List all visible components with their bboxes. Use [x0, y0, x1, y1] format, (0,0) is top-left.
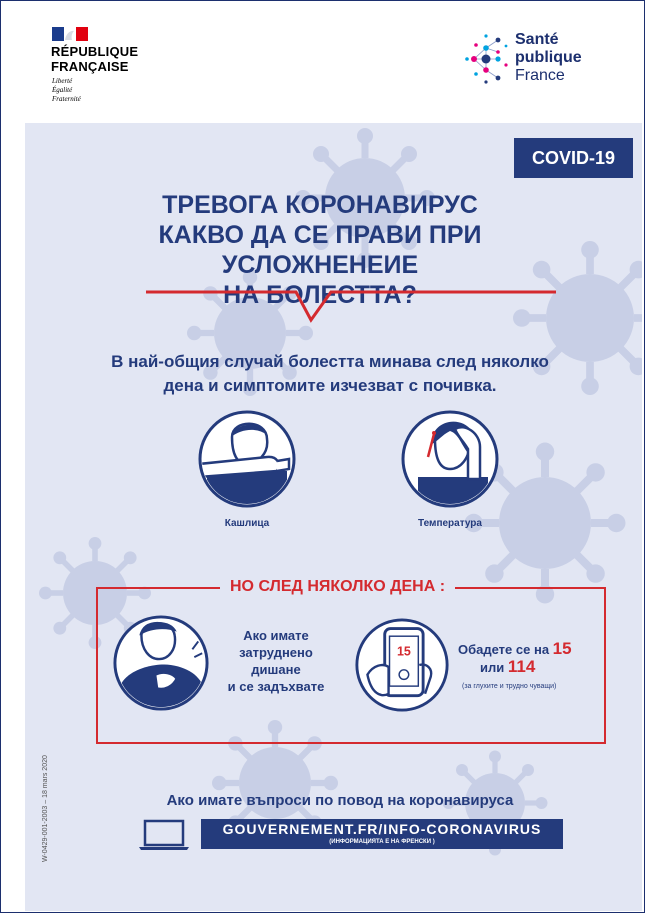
call-prefix: Обадете се на: [458, 642, 550, 657]
call-or: или: [480, 660, 505, 675]
info-url-link[interactable]: GOUVERNEMENT.FR/INFO-CORONAVIRUS: [222, 821, 542, 837]
title-line-1: ТРЕВОГА КОРОНАВИРУС: [162, 191, 478, 219]
intro-line-1: В най-общия случай болестта минава след няколко: [111, 352, 549, 371]
info-url-note: (ИНФОРМАЦИЯТА Е НА ФРЕНСКИ ): [329, 839, 435, 845]
breath-line-2: затруднено: [239, 645, 313, 660]
title-line-3: НА БОЛЕСТТА?: [223, 281, 417, 309]
questions-text: Ако имате въпроси по повод на коронавируса: [166, 792, 514, 809]
motto-fraternite: Fraternité: [52, 95, 81, 103]
breath-line-1: Ако имате: [243, 628, 309, 643]
covid-badge: COVID-19: [514, 138, 633, 178]
cough-label: Кашлица: [224, 518, 270, 529]
agency-line-3: France: [515, 67, 565, 84]
agency-line-1: Santé: [515, 31, 559, 48]
document-reference: W-0429-001-2003 – 18 mars 2020: [42, 755, 49, 862]
fever-label: Температура: [418, 518, 482, 529]
warning-title: НО СЛЕД НЯКОЛКО ДЕНА :: [220, 576, 455, 598]
phone-screen-number: 15: [396, 644, 411, 659]
intro-line-2: дена и симптомите изчезват с почивка.: [163, 376, 497, 395]
call-number-15: 15: [552, 639, 572, 658]
breath-line-3: дишане: [251, 662, 301, 677]
republic-line-2: FRANÇAISE: [51, 59, 129, 74]
motto-egalite: Égalité: [52, 86, 73, 94]
call-note: (за глухите и трудно чуващи): [462, 683, 557, 690]
breath-line-4: и се задъхвате: [227, 679, 325, 694]
motto-liberte: Liberté: [52, 77, 73, 85]
agency-line-2: publique: [515, 49, 582, 66]
call-number-114: 114: [507, 657, 536, 676]
republic-line-1: RÉPUBLIQUE: [51, 44, 139, 59]
title-line-2: КАКВО ДА СЕ ПРАВИ ПРИ УСЛОЖНЕНЕИЕ: [158, 221, 482, 279]
